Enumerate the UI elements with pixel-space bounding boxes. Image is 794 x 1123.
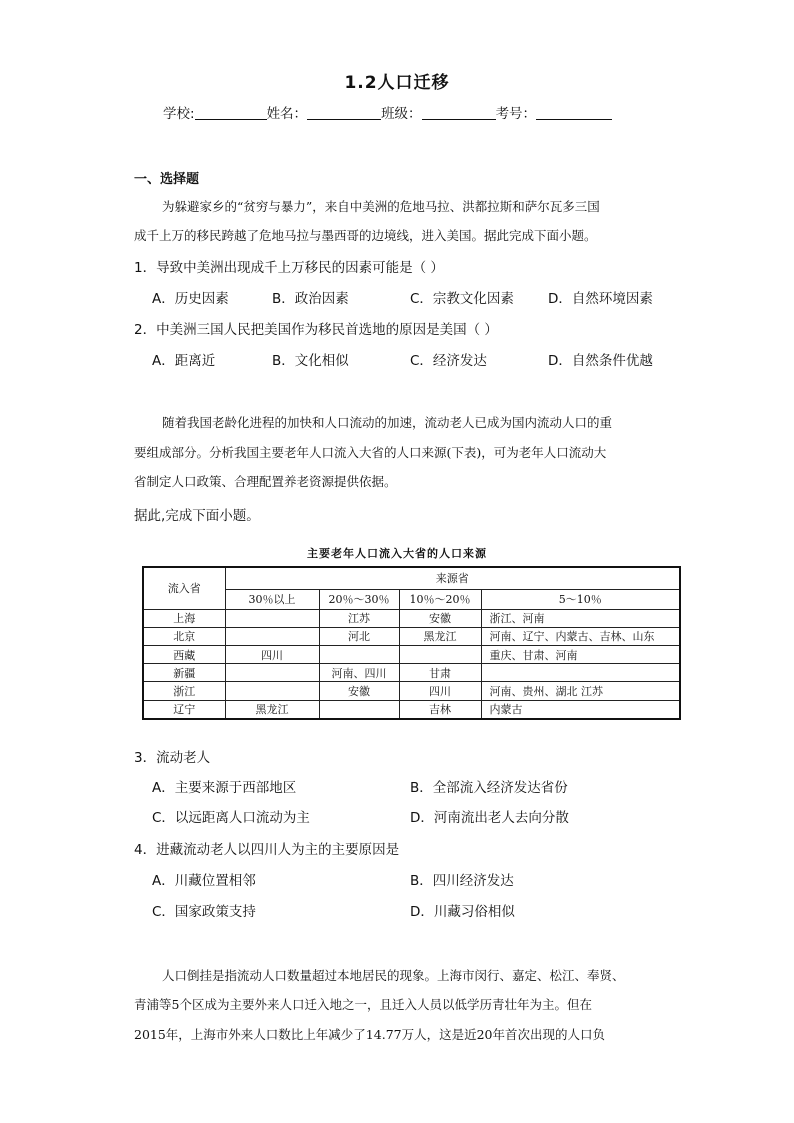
table-cell: 甘肃	[399, 664, 481, 682]
school-blank	[195, 105, 267, 120]
table-cell: 河南、四川	[319, 664, 399, 682]
inflow-province-header: 流入省	[143, 567, 225, 609]
table-row	[143, 664, 680, 682]
table-cell	[319, 700, 399, 719]
table-cell: 安徽	[319, 682, 399, 700]
question-2-option-d: D．自然条件优越	[548, 353, 653, 369]
school-label: 学校:	[163, 106, 195, 122]
table-row	[143, 609, 680, 627]
question-2-stem: 2．中美洲三国人民把美国作为移民首选地的原因是美国（ ）	[134, 322, 498, 338]
table-cell: 河南、贵州、湖北 江苏	[481, 682, 680, 700]
table-cell	[225, 682, 319, 700]
question-4-stem: 4．进藏流动老人以四川人为主的主要原因是	[134, 842, 400, 858]
band-header: 30％以上	[225, 589, 319, 609]
student-info-line	[163, 102, 612, 122]
table-cell: 浙江、河南	[481, 609, 680, 627]
passage-2-line-2: 要组成部分。分析我国主要老年人口流入大省的人口来源(下表)，可为老年人口流动大	[134, 445, 607, 460]
source-province-header: 来源省	[225, 567, 680, 589]
table-cell	[481, 664, 680, 682]
question-1-stem: 1．导致中美洲出现成千上万移民的因素可能是（ ）	[134, 260, 444, 276]
question-2-option-a: A．距离近	[152, 353, 216, 369]
table-cell: 重庆、甘肃、河南	[481, 645, 680, 663]
passage-2-line-3: 省制定人口政策、合理配置养老资源提供依据。	[134, 474, 397, 489]
row-province: 西藏	[143, 645, 225, 663]
row-province: 浙江	[143, 682, 225, 700]
question-3-option-b: B．全部流入经济发达省份	[410, 780, 568, 796]
passage-3-line-3: 2015年，上海市外来人口数比上年减少了14.77万人，这是近20年首次出现的人口负	[134, 1027, 606, 1042]
table-cell: 内蒙古	[481, 700, 680, 719]
row-province: 北京	[143, 627, 225, 645]
table-cell: 河北	[319, 627, 399, 645]
name-blank	[307, 105, 381, 120]
table-row	[143, 627, 680, 645]
population-source-table	[142, 566, 681, 720]
question-4-option-d: D．川藏习俗相似	[410, 904, 515, 920]
table-cell	[319, 645, 399, 663]
passage-2-instruction: 据此,完成下面小题。	[134, 508, 260, 524]
question-1-option-a: A．历史因素	[152, 291, 229, 307]
exam-no-blank	[536, 105, 612, 120]
class-label: 班级：	[381, 106, 422, 122]
table-cell: 安徽	[399, 609, 481, 627]
page-title: 1.2人口迁移	[344, 73, 450, 93]
table-row	[143, 682, 680, 700]
table-cell	[225, 664, 319, 682]
row-province: 上海	[143, 609, 225, 627]
table-cell: 四川	[225, 645, 319, 663]
exam-no-label: 考号：	[495, 106, 537, 122]
class-blank	[422, 105, 496, 120]
passage-1-line-1: 为躲避家乡的“贫穷与暴力”，来自中美洲的危地马拉、洪都拉斯和萨尔瓦多三国	[162, 199, 600, 214]
passage-3-line-1: 人口倒挂是指流动人口数量超过本地居民的现象。上海市闵行、嘉定、松江、奉贤、	[162, 968, 625, 983]
table-cell	[225, 609, 319, 627]
question-1-option-b: B．政治因素	[272, 291, 349, 307]
question-4-option-b: B．四川经济发达	[410, 873, 514, 889]
table-cell: 四川	[399, 682, 481, 700]
question-1-option-d: D．自然环境因素	[548, 291, 653, 307]
table-caption: 主要老年人口流入大省的人口来源	[307, 547, 487, 560]
table-cell: 黑龙江	[399, 627, 481, 645]
passage-1-line-2: 成千上万的移民跨越了危地马拉与墨西哥的边境线，进入美国。据此完成下面小题。	[134, 228, 597, 243]
table-row	[143, 700, 680, 719]
table-cell: 河南、辽宁、内蒙古、吉林、山东	[481, 627, 680, 645]
question-2-option-c: C．经济发达	[410, 353, 487, 369]
band-header: 10％～20％	[399, 589, 481, 609]
question-3-stem: 3．流动老人	[134, 750, 211, 766]
band-header: 5～10％	[481, 589, 680, 609]
question-4-option-c: C．国家政策支持	[152, 904, 256, 920]
section-heading: 一、选择题	[134, 172, 200, 187]
question-2-option-b: B．文化相似	[272, 353, 349, 369]
passage-2-line-1: 随着我国老龄化进程的加快和人口流动的加速，流动老人已成为国内流动人口的重	[162, 415, 613, 430]
table-cell: 吉林	[399, 700, 481, 719]
row-province: 新疆	[143, 664, 225, 682]
passage-3-line-2: 青浦等5个区成为主要外来人口迁入地之一，且迁入人员以低学历青壮年为主。但在	[134, 997, 592, 1012]
question-3-option-a: A．主要来源于西部地区	[152, 780, 297, 796]
row-province: 辽宁	[143, 700, 225, 719]
table-cell	[225, 627, 319, 645]
name-label: 姓名：	[266, 106, 308, 122]
table-cell	[399, 645, 481, 663]
question-4-option-a: A．川藏位置相邻	[152, 873, 256, 889]
question-3-option-c: C．以远距离人口流动为主	[152, 810, 310, 826]
band-header: 20％～30％	[319, 589, 399, 609]
table-cell: 黑龙江	[225, 700, 319, 719]
table-row	[143, 645, 680, 663]
question-3-option-d: D．河南流出老人去向分散	[410, 810, 569, 826]
question-1-option-c: C．宗教文化因素	[410, 291, 514, 307]
table-cell: 江苏	[319, 609, 399, 627]
